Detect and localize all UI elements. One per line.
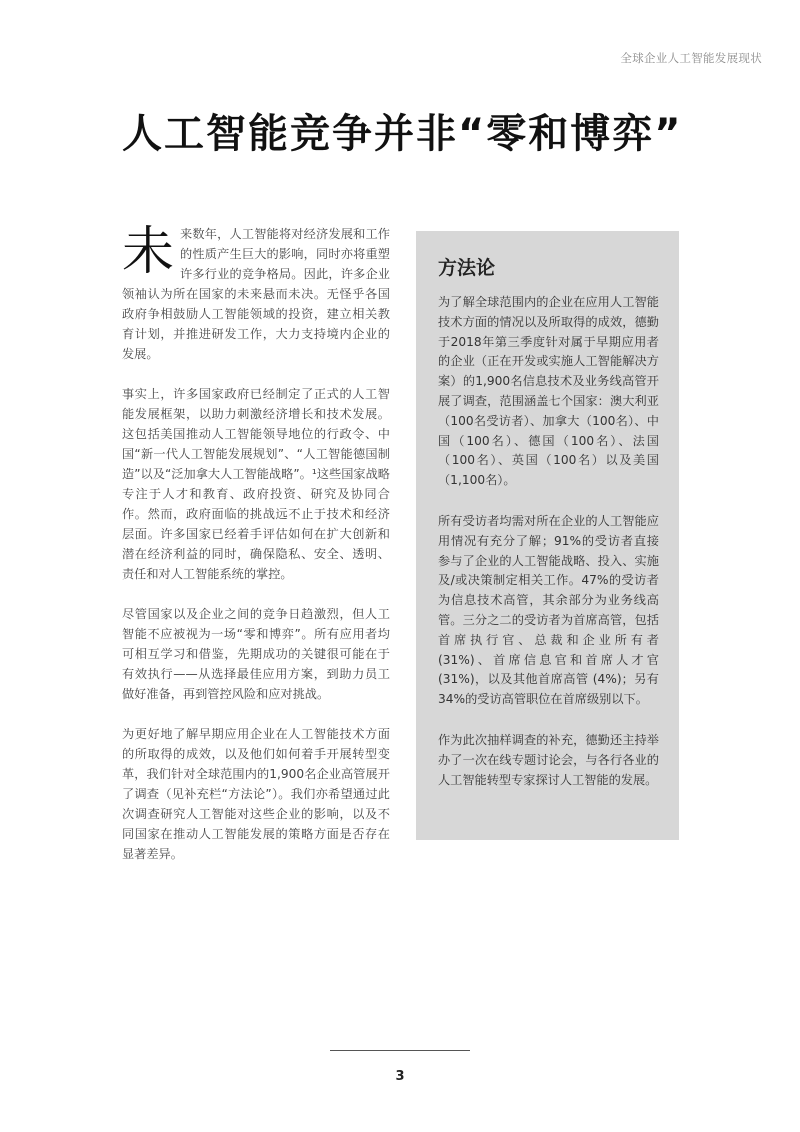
body-paragraph: 尽管国家以及企业之间的竞争日趋激烈，但人工智能不应被视为一场“零和博弈”。所有应用者均可相互学习和借鉴，先期成功的关键很可能在于有效执行——从选择最佳应用方案，到助力员工做好准备，再到管控风险和应对挑战。	[122, 607, 390, 701]
running-header: 全球企业人工智能发展现状	[620, 51, 762, 65]
intro-text: 来数年，人工智能将对经济发展和工作的性质产生巨大的影响，同时亦将重塑许多行业的竞争格局。因此，许多企业领袖认为所在国家的未来悬而未决。无怪乎各国政府争相鼓励人工智能领域的投资，建立相关教育计划，并推进研发工作，大力支持境内企业的发展。	[122, 227, 390, 361]
drop-cap: 未	[122, 222, 175, 282]
page-title: 人工智能竞争并非“零和博弈”	[122, 111, 683, 157]
sidebar-title: 方法论	[438, 257, 496, 279]
footer-divider	[330, 1050, 470, 1051]
sidebar-paragraph: 作为此次抽样调查的补充，德勤还主持举办了一次在线专题讨论会，与各行各业的人工智能转型专家探讨人工智能的发展。	[438, 732, 659, 787]
body-paragraph: 为更好地了解早期应用企业在人工智能技术方面的所取得的成效，以及他们如何着手开展转型变革，我们针对全球范围内的1,900名企业高管展开了调查（见补充栏“方法论”）。我们亦希望通过此次调查研究人工智能对这些企业的影响，以及不同国家在推动人工智能发展的策略方面是否存在显著差异。	[122, 727, 390, 861]
methodology-sidebar	[416, 231, 679, 840]
sidebar-paragraph: 为了解全球范围内的企业在应用人工智能技术方面的情况以及所取得的成效，德勤于2018年第三季度针对属于早期应用者的企业（正在开发或实施人工智能解决方案）的1,900名信息技术及业务线高管开展了调查，范围涵盖七个国家：澳大利亚（100名受访者）、加拿大（100名）、中国（100名）、德国（100名）、法国（100名）、英国（100名）以及美国（1,100名）。	[438, 295, 659, 488]
body-paragraph: 事实上，许多国家政府已经制定了正式的人工智能发展框架，以助力刺激经济增长和技术发展。这包括美国推动人工智能领导地位的行政令、中国“新一代人工智能发展规划”、“人工智能德国制造”以及“泛加拿大人工智能战略”。¹这些国家战略专注于人才和教育、政府投资、研究及协同合作。然而，政府面临的挑战远不止于技术和经济层面。许多国家已经着手评估如何在扩大创新和潜在经济利益的同时，确保隐私、安全、透明、责任和对人工智能系统的掌控。	[122, 387, 390, 581]
sidebar-paragraph: 所有受访者均需对所在企业的人工智能应用情况有充分了解；91%的受访者直接参与了企业的人工智能战略、投入、实施及/或决策制定相关工作。47%的受访者为信息技术高管，其余部分为业务线高管。三分之二的受访者为首席高管，包括首席执行官、总裁和企业所有者 (31%)、首席信息官和首席人才官 (31%)，以及其他首席高管 (4%)；另有34%的受访高管职位在首席级别以下。	[438, 513, 659, 707]
main-article	[122, 224, 390, 884]
intro-paragraph	[122, 224, 390, 364]
page-number: 3	[395, 1069, 405, 1084]
